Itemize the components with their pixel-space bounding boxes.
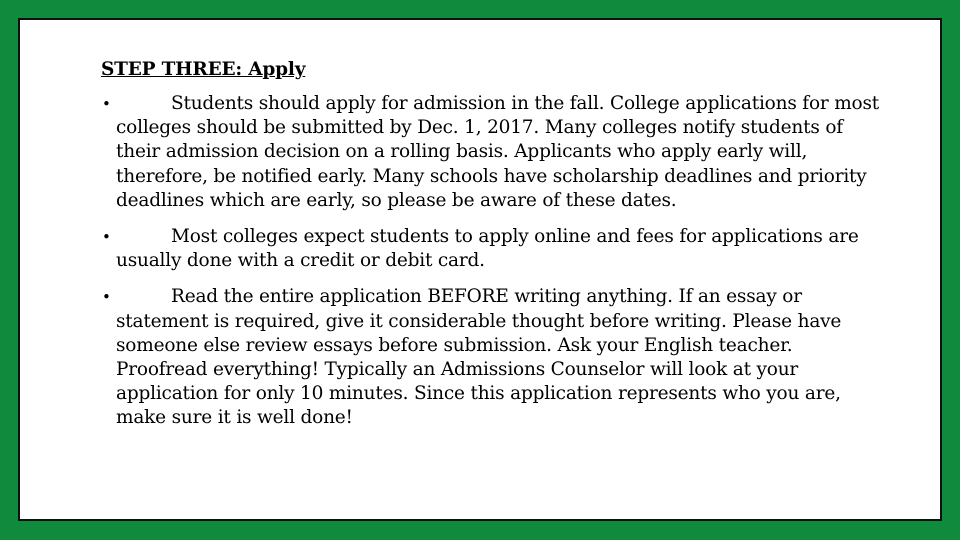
slide-heading: STEP THREE: Apply [101,59,306,80]
bullet-text: Most colleges expect students to apply online and fees for applications are usually done with a credit or debit card. [116,226,859,272]
bullet-icon: • [102,288,111,307]
bullet-item-apply-timing [101,92,881,213]
bullet-item-read-application [101,285,881,430]
bullet-item-apply-online [101,225,881,273]
bullet-icon: • [102,95,111,113]
bullet-text: Students should apply for admission in the fall. College applications for most colleges should be submitted by Dec. 1, 2017. Many colleges notify students of their admission decision on a rolling basis. Applicants who apply early will, therefore, be notified early. Many schools have scholarship deadlines and priority deadlines which are early, so please be aware of these dates. [116,93,880,211]
bullet-list [101,92,881,431]
slide-panel [18,18,942,521]
bullet-icon: • [102,228,111,247]
slide-content [101,58,881,443]
bullet-text: Read the entire application BEFORE writing anything. If an essay or statement is required, give it considerable thought before writing. Please have someone else review essays before submission. Ask your English teacher. Proofread everything! Typically an Admissions Counselor will look at your application for only 10 minutes. Since this application represents who you are, make sure it is well done! [116,286,842,429]
